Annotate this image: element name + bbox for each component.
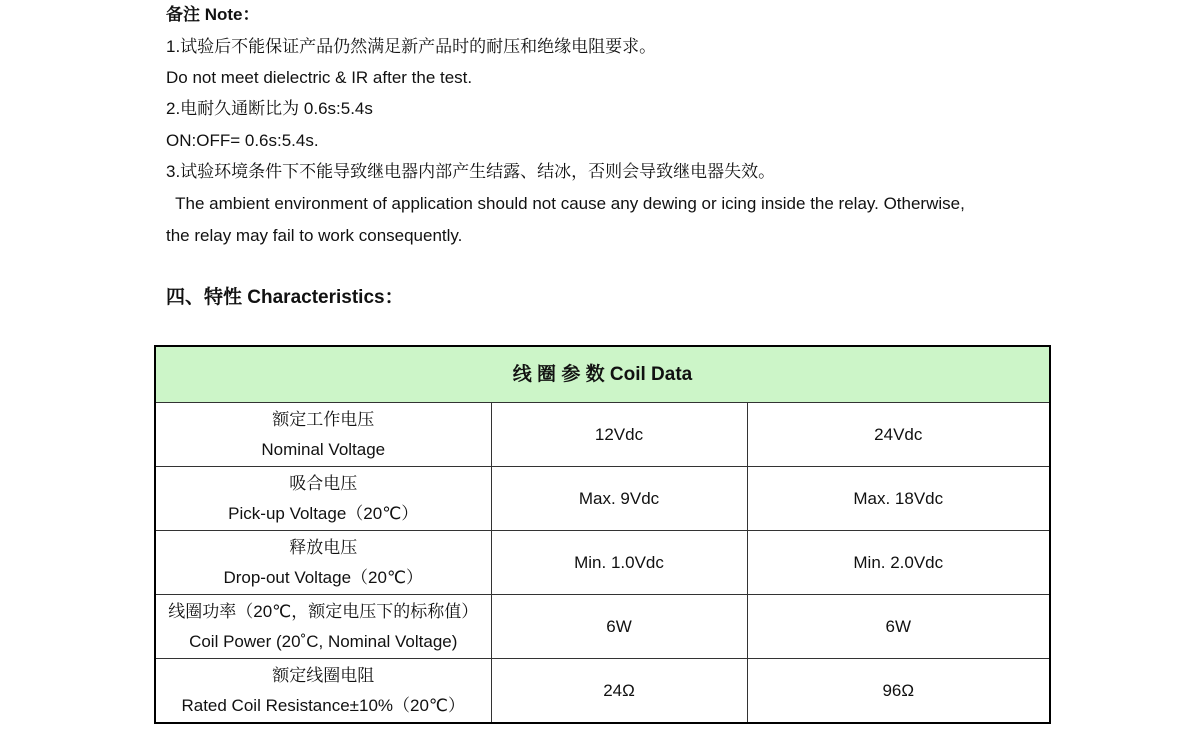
value-12vdc: 6W	[491, 595, 747, 659]
value-12vdc: Min. 1.0Vdc	[491, 531, 747, 595]
value-24vdc: Max. 18Vdc	[747, 467, 1050, 531]
row-label-en: Nominal Voltage	[261, 439, 386, 459]
row-label-cn: 额定工作电压	[272, 409, 375, 429]
note-line-2-en: ON:OFF= 0.6s:5.4s.	[166, 131, 319, 150]
value-24vdc: 6W	[747, 595, 1050, 659]
row-label	[155, 531, 491, 595]
table-row	[155, 403, 1050, 467]
note-line-1-cn: 1.试验后不能保证产品仍然满足新产品时的耐压和绝缘电阻要求。	[166, 37, 657, 56]
table-header: 线 圈 参 数 Coil Data	[155, 346, 1050, 403]
section-title: 四、特性 Characteristics：	[166, 287, 404, 308]
note-heading: 备注 Note：	[166, 5, 260, 24]
value-12vdc: Max. 9Vdc	[491, 467, 747, 531]
row-label-en: Coil Power (20˚C, Nominal Voltage)	[189, 631, 458, 651]
note-line-3-en-cont: the relay may fail to work consequently.	[166, 226, 463, 245]
value-12vdc: 12Vdc	[491, 403, 747, 467]
value-24vdc: 24Vdc	[747, 403, 1050, 467]
table-row	[155, 659, 1050, 724]
row-label	[155, 467, 491, 531]
value-12vdc: 24Ω	[491, 659, 747, 724]
row-label	[155, 595, 491, 659]
row-label-en: Rated Coil Resistance±10%（20℃）	[181, 695, 466, 715]
row-label-cn: 吸合电压	[289, 473, 358, 493]
table-row	[155, 467, 1050, 531]
table-row	[155, 595, 1050, 659]
row-label-cn: 释放电压	[289, 537, 358, 557]
row-label-en: Pick-up Voltage（20℃）	[228, 503, 419, 523]
row-label-cn: 额定线圈电阻	[272, 665, 375, 685]
note-line-3-cn: 3.试验环境条件下不能导致继电器内部产生结露、结冰，否则会导致继电器失效。	[166, 162, 776, 181]
coil-data-table	[154, 345, 1051, 724]
note-line-1-en: Do not meet dielectric & IR after the test.	[166, 68, 473, 87]
table-row	[155, 531, 1050, 595]
value-24vdc: 96Ω	[747, 659, 1050, 724]
row-label	[155, 659, 491, 724]
note-line-3-en: The ambient environment of application should not cause any dewing or icing inside the relay. Otherwise,	[166, 194, 965, 213]
note-line-2-cn: 2.电耐久通断比为 0.6s:5.4s	[166, 99, 373, 118]
row-label-en: Drop-out Voltage（20℃）	[223, 567, 424, 587]
value-24vdc: Min. 2.0Vdc	[747, 531, 1050, 595]
table-header-row	[155, 346, 1050, 403]
row-label-cn: 线圈功率（20℃，额定电压下的标称值）	[168, 601, 479, 621]
row-label	[155, 403, 491, 467]
